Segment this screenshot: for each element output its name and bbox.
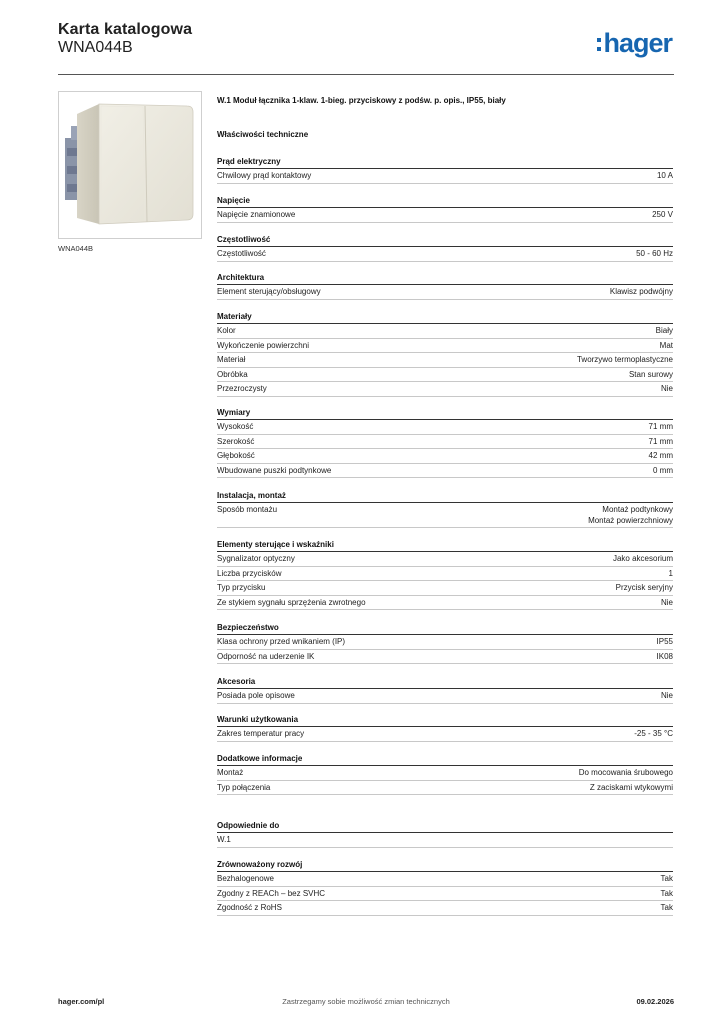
spec-label: Napięcie znamionowe bbox=[217, 210, 296, 219]
spec-section bbox=[217, 676, 673, 704]
spec-row bbox=[217, 901, 673, 916]
spec-row bbox=[217, 727, 673, 742]
logo-dots-icon bbox=[597, 38, 601, 51]
spec-label: Zgodny z REACh – bez SVHC bbox=[217, 888, 326, 898]
section-heading: Elementy sterujące i wskaźniki bbox=[217, 539, 673, 552]
spec-label: Typ przycisku bbox=[217, 583, 266, 593]
spec-label: Montaż bbox=[217, 768, 244, 777]
spec-value-line: Stan surowy bbox=[628, 369, 673, 379]
spec-value-line: Klawisz podwójny bbox=[609, 287, 673, 296]
spec-row bbox=[217, 635, 673, 650]
spec-value bbox=[669, 567, 673, 581]
spec-value-line: -25 - 35 °C bbox=[634, 729, 673, 738]
spec-value-line: Jako akcesorium bbox=[612, 554, 673, 563]
document-title: Karta katalogowa bbox=[58, 21, 193, 38]
spec-row bbox=[217, 208, 673, 223]
section-heading: Akcesoria bbox=[217, 676, 673, 689]
page-header bbox=[58, 20, 674, 70]
spec-label: Element sterujący/obsługowy bbox=[217, 287, 321, 296]
spec-value bbox=[610, 285, 673, 299]
spec-value-line: Przycisk seryjny bbox=[615, 583, 673, 593]
spec-value bbox=[629, 368, 673, 382]
spec-value-line: IP55 bbox=[656, 637, 673, 646]
spec-label: Typ połączenia bbox=[217, 782, 271, 792]
logo-text: hager bbox=[603, 28, 672, 58]
spec-row bbox=[217, 596, 673, 611]
spec-row bbox=[217, 353, 673, 368]
spec-label: Zakres temperatur pracy bbox=[217, 729, 305, 738]
spec-label: Kolor bbox=[217, 326, 236, 335]
spec-section bbox=[217, 156, 673, 184]
spec-row bbox=[217, 650, 673, 665]
spec-value-line: IK08 bbox=[656, 651, 673, 661]
spec-value-line: 0 mm bbox=[653, 465, 673, 475]
spec-row bbox=[217, 420, 673, 435]
section-heading: Materiały bbox=[217, 311, 673, 324]
section-heading: Bezpieczeństwo bbox=[217, 622, 673, 635]
spec-value bbox=[657, 650, 673, 664]
spec-value bbox=[577, 353, 673, 367]
spec-row bbox=[217, 872, 673, 887]
spec-value-line: 42 mm bbox=[648, 451, 673, 461]
spec-section bbox=[217, 859, 673, 916]
spec-value bbox=[588, 504, 673, 526]
spec-row bbox=[217, 285, 673, 300]
spec-value bbox=[657, 635, 673, 649]
spec-value-line: Nie bbox=[660, 384, 673, 394]
spec-row bbox=[217, 503, 673, 528]
spec-value bbox=[661, 689, 673, 703]
section-heading: Wymiary bbox=[217, 407, 673, 420]
footer-date: 09.02.2026 bbox=[636, 997, 674, 1006]
spec-value-line: 250 V bbox=[652, 210, 673, 219]
spec-value-line: 71 mm bbox=[648, 422, 673, 431]
spec-label: Głębokość bbox=[217, 451, 255, 461]
section-heading: Zrównoważony rozwój bbox=[217, 859, 673, 872]
spec-row bbox=[217, 464, 673, 479]
spec-value bbox=[661, 901, 673, 915]
spec-value-line: Tak bbox=[660, 874, 673, 883]
spec-value-line: Nie bbox=[660, 691, 673, 700]
spec-section bbox=[217, 407, 673, 478]
footer-disclaimer: Zastrzegamy sobie możliwość zmian technicznych bbox=[282, 997, 450, 1006]
spec-label: Odporność na uderzenie IK bbox=[217, 651, 315, 661]
spec-section bbox=[217, 272, 673, 300]
spec-value-line: Z zaciskami wtykowymi bbox=[589, 782, 673, 792]
section-heading: Napięcie bbox=[217, 195, 673, 208]
spec-row bbox=[217, 169, 673, 184]
spec-value bbox=[616, 581, 673, 595]
spec-label: Liczba przycisków bbox=[217, 568, 282, 578]
section-heading: Architektura bbox=[217, 272, 673, 285]
spec-label: Przezroczysty bbox=[217, 384, 267, 394]
spec-value bbox=[649, 420, 673, 434]
spec-value-line: Biały bbox=[655, 326, 673, 335]
spec-section bbox=[217, 311, 673, 397]
spec-value bbox=[652, 208, 673, 222]
switch-module-illustration bbox=[59, 92, 201, 238]
spec-value bbox=[590, 781, 673, 795]
spec-row bbox=[217, 766, 673, 781]
section-heading: Instalacja, montaż bbox=[217, 490, 673, 503]
spec-value bbox=[653, 464, 673, 478]
section-heading: Odpowiednie do bbox=[217, 820, 673, 833]
spec-label: Ze stykiem sygnału sprzężenia zwrotnego bbox=[217, 597, 366, 607]
spec-row bbox=[217, 567, 673, 582]
spec-label: Sygnalizator optyczny bbox=[217, 554, 295, 563]
section-heading: Częstotliwość bbox=[217, 234, 673, 247]
spec-section bbox=[217, 622, 673, 664]
spec-label: W.1 bbox=[217, 835, 231, 844]
spec-section bbox=[217, 820, 673, 848]
spec-value bbox=[649, 449, 673, 463]
spec-section bbox=[217, 490, 673, 528]
spec-value-line: Tak bbox=[660, 888, 673, 898]
spec-value bbox=[613, 552, 673, 566]
spec-value bbox=[660, 339, 673, 353]
spec-value-line: Tworzywo termoplastyczne bbox=[576, 355, 673, 365]
spec-label: Obróbka bbox=[217, 369, 248, 379]
spec-row bbox=[217, 581, 673, 596]
spec-value-line: 10 A bbox=[656, 171, 673, 180]
product-code: WNA044B bbox=[58, 39, 133, 56]
spec-value bbox=[579, 766, 673, 780]
technical-properties-title: Właściwości techniczne bbox=[217, 130, 309, 139]
spec-label: Szerokość bbox=[217, 436, 255, 446]
spec-label: Posiada pole opisowe bbox=[217, 691, 295, 700]
spec-label: Materiał bbox=[217, 355, 246, 365]
spec-row bbox=[217, 689, 673, 704]
spec-label: Częstotliwość bbox=[217, 249, 266, 258]
spec-value-line: Do mocowania śrubowego bbox=[578, 768, 673, 777]
spec-value-line: Tak bbox=[660, 903, 673, 913]
spec-value-line: 71 mm bbox=[648, 436, 673, 446]
spec-label: Wysokość bbox=[217, 422, 254, 431]
spec-section bbox=[217, 195, 673, 223]
footer-website-link[interactable]: hager.com/pl bbox=[58, 997, 105, 1006]
spec-label: Klasa ochrony przed wnikaniem (IP) bbox=[217, 637, 346, 646]
spec-label: Chwilowy prąd kontaktowy bbox=[217, 171, 312, 180]
spec-section bbox=[217, 234, 673, 262]
spec-row bbox=[217, 781, 673, 796]
spec-value bbox=[661, 382, 673, 396]
hager-logo bbox=[597, 28, 672, 58]
spec-row bbox=[217, 339, 673, 354]
section-heading: Dodatkowe informacje bbox=[217, 753, 673, 766]
spec-label: Wykończenie powierzchni bbox=[217, 340, 309, 350]
spec-value bbox=[661, 596, 673, 610]
spec-value bbox=[636, 247, 673, 261]
spec-label: Zgodność z RoHS bbox=[217, 903, 282, 913]
spec-row bbox=[217, 368, 673, 383]
product-image bbox=[58, 91, 202, 239]
spec-section bbox=[217, 753, 673, 795]
spec-section bbox=[217, 714, 673, 742]
header-divider bbox=[58, 74, 674, 75]
spec-value-line: Montaż podtynkowy bbox=[602, 505, 673, 514]
spec-row bbox=[217, 887, 673, 902]
section-heading: Prąd elektryczny bbox=[217, 156, 673, 169]
spec-value-line: Mat bbox=[659, 340, 673, 350]
spec-value bbox=[661, 872, 673, 886]
spec-row bbox=[217, 435, 673, 450]
spec-row bbox=[217, 552, 673, 567]
image-caption: WNA044B bbox=[58, 244, 94, 253]
spec-row bbox=[217, 382, 673, 397]
spec-value-line: Montaż powierzchniowy bbox=[588, 516, 673, 525]
spec-row bbox=[217, 324, 673, 339]
spec-label: Bezhalogenowe bbox=[217, 874, 274, 883]
spec-value-line: Nie bbox=[660, 597, 673, 607]
section-heading: Warunki użytkowania bbox=[217, 714, 673, 727]
spec-section bbox=[217, 539, 673, 610]
spec-value bbox=[656, 324, 673, 338]
spec-row bbox=[217, 449, 673, 464]
spec-value bbox=[634, 727, 673, 741]
spec-value bbox=[661, 887, 673, 901]
spec-label: Wbudowane puszki podtynkowe bbox=[217, 465, 332, 475]
spec-value-line: 50 - 60 Hz bbox=[636, 249, 673, 258]
spec-value bbox=[649, 435, 673, 449]
spec-row bbox=[217, 833, 673, 848]
spec-label: Sposób montażu bbox=[217, 505, 278, 514]
product-title: W.1 Moduł łącznika 1-klaw. 1-bieg. przyciskowy z podśw. p. opis., IP55, biały bbox=[217, 96, 506, 105]
spec-value-line: 1 bbox=[668, 568, 673, 578]
spec-value bbox=[657, 169, 673, 183]
spec-row bbox=[217, 247, 673, 262]
